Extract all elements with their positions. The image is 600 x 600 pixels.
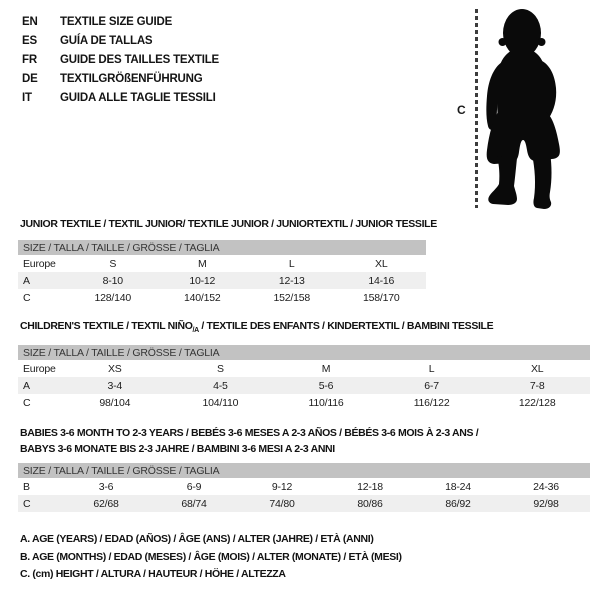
cell: 6-9	[186, 480, 202, 493]
legend-line-c: C. (cm) HEIGHT / ALTURA / HAUTEUR / HÖHE / ALTEZZA	[20, 568, 286, 580]
table-row	[18, 495, 590, 512]
cell: 80/86	[326, 495, 414, 512]
size-header-bar: SIZE / TALLA / TAILLE / GRÖSSE / TAGLIA	[18, 345, 590, 360]
cell: L	[428, 362, 435, 375]
junior-table-title: JUNIOR TEXTILE / TEXTIL JUNIOR/ TEXTILE JUNIOR / JUNIORTEXTIL / JUNIOR TESSILE	[20, 218, 437, 230]
babies-title-line2: BABYS 3-6 MONATE BIS 2-3 JAHRE / BAMBINI 3-6 MESI A 2-3 ANNI	[20, 443, 335, 455]
cell: 24-36	[533, 480, 559, 493]
row-label: C	[18, 495, 62, 512]
baby-silhouette-image	[480, 4, 572, 212]
cell: 7-8	[484, 377, 590, 394]
cell: 4-5	[168, 377, 274, 394]
cell: S	[216, 362, 224, 375]
cell: XL	[530, 362, 544, 375]
babies-size-table	[18, 463, 590, 512]
height-measure-label: C	[457, 103, 466, 117]
height-measure-line	[475, 9, 478, 208]
cell: 122/128	[518, 396, 556, 409]
cell: 18-24	[445, 480, 471, 493]
cell: 104/110	[202, 396, 239, 409]
cell: 62/68	[62, 495, 150, 512]
language-code: FR	[22, 54, 37, 66]
row-label: Europe	[23, 362, 56, 375]
language-code: EN	[22, 16, 38, 28]
row-label: A	[18, 377, 62, 394]
row-label: C	[23, 291, 31, 304]
legend-line-a: A. AGE (YEARS) / EDAD (AÑOS) / ÂGE (ANS) / ALTER (JAHRE) / ETÀ (ANNI)	[20, 533, 374, 545]
language-title: GUÍA DE TALLAS	[60, 35, 153, 47]
cell: 158/170	[362, 291, 400, 304]
baby-ear-left	[499, 38, 507, 46]
baby-ear-right	[538, 38, 546, 46]
table-row	[18, 360, 590, 377]
language-title: TEXTILE SIZE GUIDE	[60, 16, 173, 28]
cell: S	[109, 257, 117, 270]
cell: 86/92	[414, 495, 502, 512]
size-header-bar: SIZE / TALLA / TAILLE / GRÖSSE / TAGLIA	[18, 463, 590, 478]
cell: 3-4	[62, 377, 168, 394]
table-row	[18, 272, 426, 289]
cell: 68/74	[150, 495, 238, 512]
language-code: DE	[22, 73, 38, 85]
table-row	[18, 478, 590, 495]
cell: 14-16	[337, 272, 427, 289]
babies-title-line1: BABIES 3-6 MONTH TO 2-3 YEARS / BEBÉS 3-6 MESES A 2-3 AÑOS / BÉBÉS 3-6 MOIS À 2-3 ANS /	[20, 427, 479, 439]
cell: 8-10	[68, 272, 158, 289]
language-title: GUIDE DES TAILLES TEXTILE	[60, 54, 219, 66]
cell: 140/152	[183, 291, 221, 304]
cell: 116/122	[413, 396, 450, 409]
table-row	[18, 255, 426, 272]
junior-size-table	[18, 240, 426, 306]
language-code: IT	[22, 92, 32, 104]
measurement-legend	[20, 531, 402, 584]
babies-table-title	[20, 425, 478, 457]
table-row	[18, 377, 590, 394]
children-title-subscript: /A	[192, 327, 199, 335]
table-row	[18, 394, 590, 411]
cell: 12-13	[247, 272, 337, 289]
cell: 128/140	[94, 291, 132, 304]
row-label: Europe	[23, 257, 56, 270]
cell: 9-12	[271, 480, 293, 493]
row-label: A	[18, 272, 68, 289]
cell: 3-6	[98, 480, 114, 493]
cell: M	[197, 257, 207, 270]
cell: XS	[107, 362, 122, 375]
language-title: TEXTILGRÖßENFÜHRUNG	[60, 73, 203, 85]
cell: 10-12	[158, 272, 248, 289]
cell: M	[321, 362, 331, 375]
cell: 6-7	[379, 377, 485, 394]
cell: 92/98	[502, 495, 590, 512]
cell: 110/116	[308, 396, 344, 409]
cell: 5-6	[273, 377, 379, 394]
children-table-title	[20, 318, 493, 339]
cell: L	[288, 257, 295, 270]
row-label: C	[23, 396, 31, 409]
table-row	[18, 289, 426, 306]
cell: XL	[375, 257, 388, 270]
cell: 152/158	[273, 291, 311, 304]
language-code: ES	[22, 35, 37, 47]
children-title-text: / TEXTILE DES ENFANTS / KINDERTEXTIL / BAMBINI TESSILE	[198, 320, 494, 332]
language-title: GUIDA ALLE TAGLIE TESSILI	[60, 92, 216, 104]
size-header-bar: SIZE / TALLA / TAILLE / GRÖSSE / TAGLIA	[18, 240, 426, 255]
cell: 74/80	[238, 495, 326, 512]
row-label: B	[23, 480, 30, 493]
children-title-text: CHILDREN'S TEXTILE / TEXTIL NIÑO	[20, 320, 193, 332]
legend-line-b: B. AGE (MONTHS) / EDAD (MESES) / ÂGE (MOIS) / ALTER (MONATE) / ETÀ (MESI)	[20, 550, 402, 563]
language-list	[22, 13, 219, 108]
baby-leg-right	[532, 152, 552, 209]
baby-torso	[497, 48, 547, 118]
cell: 12-18	[357, 480, 383, 493]
cell: 98/104	[99, 396, 131, 409]
children-size-table	[18, 345, 590, 411]
